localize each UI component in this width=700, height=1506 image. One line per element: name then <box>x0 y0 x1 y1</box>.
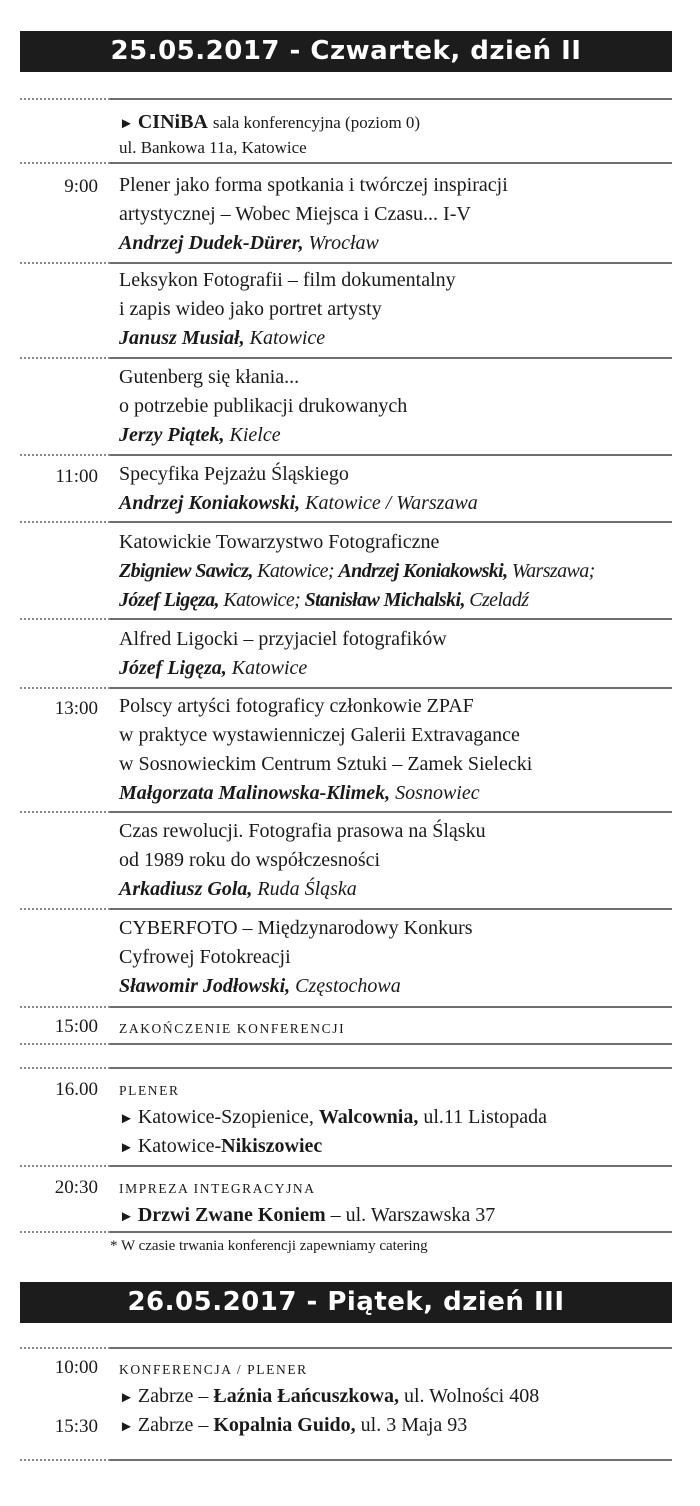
solid-divider <box>110 1347 672 1349</box>
talk-entry <box>119 460 679 518</box>
venue-desc: sala konferencyjna (poziom 0) <box>212 113 421 132</box>
dotted-divider <box>20 618 110 620</box>
talk-title-line: Polscy artyści fotograficy członkowie ZPAF <box>119 695 474 717</box>
section-label: PLENER <box>119 1083 180 1098</box>
solid-divider <box>110 811 672 813</box>
speaker-city: Czeladź <box>464 589 529 611</box>
day3-block: KONFERENCJA / PLENER ► Zabrze – Łaźnia Łańcuszkowa, ul. Wolności 408 ► Zabrze – Kopalnia Guido, ul. 3 Maja 93 <box>119 1362 540 1436</box>
talk-title-line: o potrzebie publikacji drukowanych <box>119 395 408 417</box>
talk-title-line: i zapis wideo jako portret artysty <box>119 298 382 320</box>
solid-divider <box>110 1006 672 1008</box>
arrow-icon: ► <box>119 1209 134 1225</box>
speaker-name: Sławomir Jodłowski, <box>119 975 291 997</box>
dotted-divider <box>20 98 110 100</box>
speaker-name: Józef Ligęza, <box>119 589 219 611</box>
time-label: 15:30 <box>54 1416 98 1437</box>
arrow-icon: ► <box>119 1419 134 1435</box>
talk-title-line: od 1989 roku do współczesności <box>119 849 381 871</box>
solid-divider <box>110 1043 672 1045</box>
dotted-divider <box>20 162 110 164</box>
time-label: 13:00 <box>54 698 98 719</box>
dotted-divider <box>20 262 110 264</box>
time-label: 11:00 <box>55 466 98 487</box>
speaker-city: Katowice / Warszawa <box>300 492 478 514</box>
dotted-divider <box>20 357 110 359</box>
solid-divider <box>110 98 672 100</box>
dotted-divider <box>20 1347 110 1349</box>
place-name: Kopalnia Guido, <box>213 1414 356 1436</box>
talk-title-line: Leksykon Fotografii – film dokumentalny <box>119 269 456 291</box>
talk-entry <box>119 171 679 258</box>
speaker-name: Stanisław Michalski, <box>304 589 465 611</box>
talk-title-line: Czas rewolucji. Fotografia prasowa na Śląsku <box>119 820 486 842</box>
speaker-city: Katowice <box>244 327 326 349</box>
venue-address: ul. Bankowa 11a, Katowice <box>119 138 307 157</box>
section-label: KONFERENCJA / PLENER <box>119 1362 308 1377</box>
talk-title-line: w praktyce wystawienniczej Galerii Extravagance <box>119 724 520 746</box>
speaker-name: Zbigniew Sawicz, <box>119 560 253 582</box>
speaker-name: Andrzej Koniakowski, <box>338 560 508 582</box>
dotted-divider <box>20 1067 110 1069</box>
arrow-icon: ► <box>119 1390 134 1406</box>
talk-entry <box>119 625 679 683</box>
place-name: Drzwi Zwane Koniem <box>137 1204 326 1226</box>
time-label: 9:00 <box>64 176 98 197</box>
speaker-name: Andrzej Dudek-Dürer, <box>119 232 304 254</box>
talk-title-line: Specyfika Pejzażu Śląskiego <box>119 463 349 485</box>
talk-title-line: w Sosnowieckim Centrum Sztuki – Zamek Sielecki <box>119 753 533 775</box>
dotted-divider <box>20 1231 110 1233</box>
speaker-city: Sosnowiec <box>390 782 480 804</box>
section-label: IMPREZA INTEGRACYJNA <box>119 1181 316 1196</box>
speaker-name: Małgorzata Malinowska-Klimek, <box>119 782 391 804</box>
talk-title-line: Plener jako forma spotkania i twórczej inspiracji <box>119 174 508 196</box>
solid-divider <box>110 908 672 910</box>
day-header: 25.05.2017 - Czwartek, dzień II <box>20 31 672 72</box>
arrow-icon: ► <box>119 1111 134 1127</box>
speaker-name: Janusz Musiał, <box>119 327 245 349</box>
plener-block: PLENER ► Katowice-Szopienice, Walcownia, ul.11 Listopada ► Katowice-Nikiszowiec <box>119 1083 548 1157</box>
speaker-name: Jerzy Piątek, <box>119 424 225 446</box>
talk-title-line: Gutenberg się kłania... <box>119 366 300 388</box>
solid-divider <box>110 357 672 359</box>
dotted-divider <box>20 687 110 689</box>
day-header: 26.05.2017 - Piątek, dzień III <box>20 1282 672 1323</box>
speaker-name: Andrzej Koniakowski, <box>119 492 301 514</box>
dotted-divider <box>20 811 110 813</box>
speaker-name: Józef Ligęza, <box>119 657 227 679</box>
dotted-divider <box>20 1165 110 1167</box>
speaker-name: Arkadiusz Gola, <box>119 878 253 900</box>
speaker-city: Wrocław <box>303 232 379 254</box>
place-name: Łaźnia Łańcuszkowa, <box>213 1385 399 1407</box>
solid-divider <box>110 618 672 620</box>
dotted-divider <box>20 1459 110 1461</box>
arrow-icon: ► <box>119 116 134 132</box>
place-name: Walcownia, <box>318 1106 419 1128</box>
time-label: 16.00 <box>55 1079 98 1100</box>
talk-entry <box>119 914 679 1001</box>
dotted-divider <box>20 1006 110 1008</box>
solid-divider <box>110 521 672 523</box>
arrow-icon: ► <box>119 1140 134 1156</box>
talk-title-line: Katowickie Towarzystwo Fotograficzne <box>119 531 440 553</box>
talk-entry <box>119 363 679 450</box>
catering-note: * W czasie trwania konferencji zapewniamy catering <box>110 1238 428 1254</box>
speaker-city: Katowice <box>226 657 308 679</box>
solid-divider <box>110 162 672 164</box>
closing-label: ZAKOŃCZENIE KONFERENCJI <box>119 1021 346 1036</box>
talk-title-line: Cyfrowej Fotokreacji <box>119 946 291 968</box>
talk-entry <box>119 528 679 615</box>
time-label: 20:30 <box>54 1177 98 1198</box>
solid-divider <box>110 262 672 264</box>
venue-name: CINiBA <box>137 111 208 133</box>
talk-entry <box>119 266 679 353</box>
impreza-block: IMPREZA INTEGRACYJNA ► Drzwi Zwane Koniem – ul. Warszawska 37 <box>119 1181 496 1226</box>
time-label: 15:00 <box>54 1016 98 1037</box>
solid-divider <box>110 1231 672 1233</box>
talk-title-line: Alfred Ligocki – przyjaciel fotografików <box>119 628 447 650</box>
speaker-city: Katowice; <box>218 589 305 611</box>
place-name: Nikiszowiec <box>221 1135 323 1157</box>
talk-title-line: CYBERFOTO – Międzynarodowy Konkurs <box>119 917 473 939</box>
speaker-city: Warszawa; <box>507 560 595 582</box>
solid-divider <box>110 1165 672 1167</box>
speaker-city: Kielce <box>224 424 281 446</box>
talk-entry <box>119 817 679 904</box>
dotted-divider <box>20 454 110 456</box>
venue-block <box>119 109 679 161</box>
time-label: 10:00 <box>54 1357 98 1378</box>
solid-divider <box>110 1067 672 1069</box>
solid-divider <box>110 454 672 456</box>
dotted-divider <box>20 908 110 910</box>
speaker-city: Częstochowa <box>290 975 401 997</box>
talk-title-line: artystycznej – Wobec Miejsca i Czasu... I-V <box>119 203 471 225</box>
speaker-city: Ruda Śląska <box>252 878 357 900</box>
speaker-city: Katowice; <box>252 560 339 582</box>
dotted-divider <box>20 1043 110 1045</box>
talk-entry <box>119 692 679 808</box>
solid-divider <box>110 687 672 689</box>
solid-divider <box>110 1459 672 1461</box>
dotted-divider <box>20 521 110 523</box>
